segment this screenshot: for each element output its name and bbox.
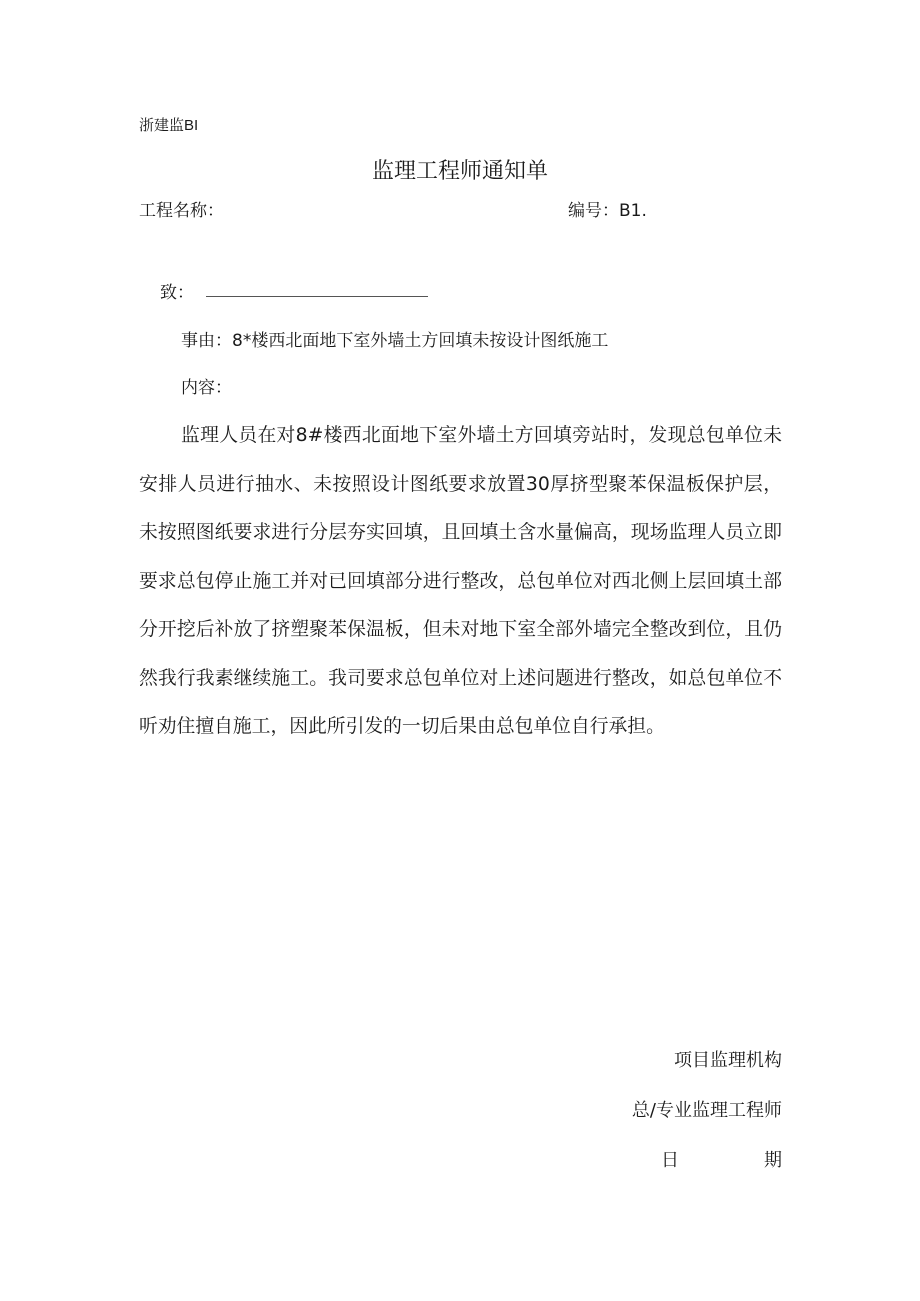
date-label: 日期 bbox=[661, 1150, 867, 1171]
supervision-org-label: 项目监理机构 bbox=[674, 1050, 782, 1071]
content-label: 内容： bbox=[181, 378, 232, 398]
project-name-label: 工程名称： bbox=[139, 201, 224, 221]
engineer-signature-label: 总/专业监理工程师 bbox=[631, 1100, 782, 1121]
form-code: 浙建监BI bbox=[139, 117, 199, 134]
reason-line: 事由：8*楼西北面地下室外墙土方回填未按设计图纸施工 bbox=[181, 331, 609, 351]
recipient-blank-line bbox=[206, 296, 428, 297]
document-number: 编号：B1. bbox=[568, 201, 647, 221]
recipient-label: 致： bbox=[160, 283, 194, 303]
notice-body-text: 监理人员在对8#楼西北面地下室外墙土方回填旁站时，发现总包单位未安排人员进行抽水、未按照设计图纸要求放置30厚挤型聚苯保温板保护层，未按照图纸要求进行分层夯实回填，且回填土含水量偏高，现场监理人员立即要求总包停止施工并对已回填部分进行整改，总包单位对西北侧上层回填土部分开挖后补放了挤塑聚苯保温板，但未对地下室全部外墙完全整改到位，且仍然我行我素继续施工。我司要求总包单位对上述问题进行整改，如总包单位不听劝住擅自施工，因此所引发的一切后果由总包单位自行承担。 bbox=[139, 425, 782, 737]
document-title: 监理工程师通知单 bbox=[371, 159, 548, 184]
